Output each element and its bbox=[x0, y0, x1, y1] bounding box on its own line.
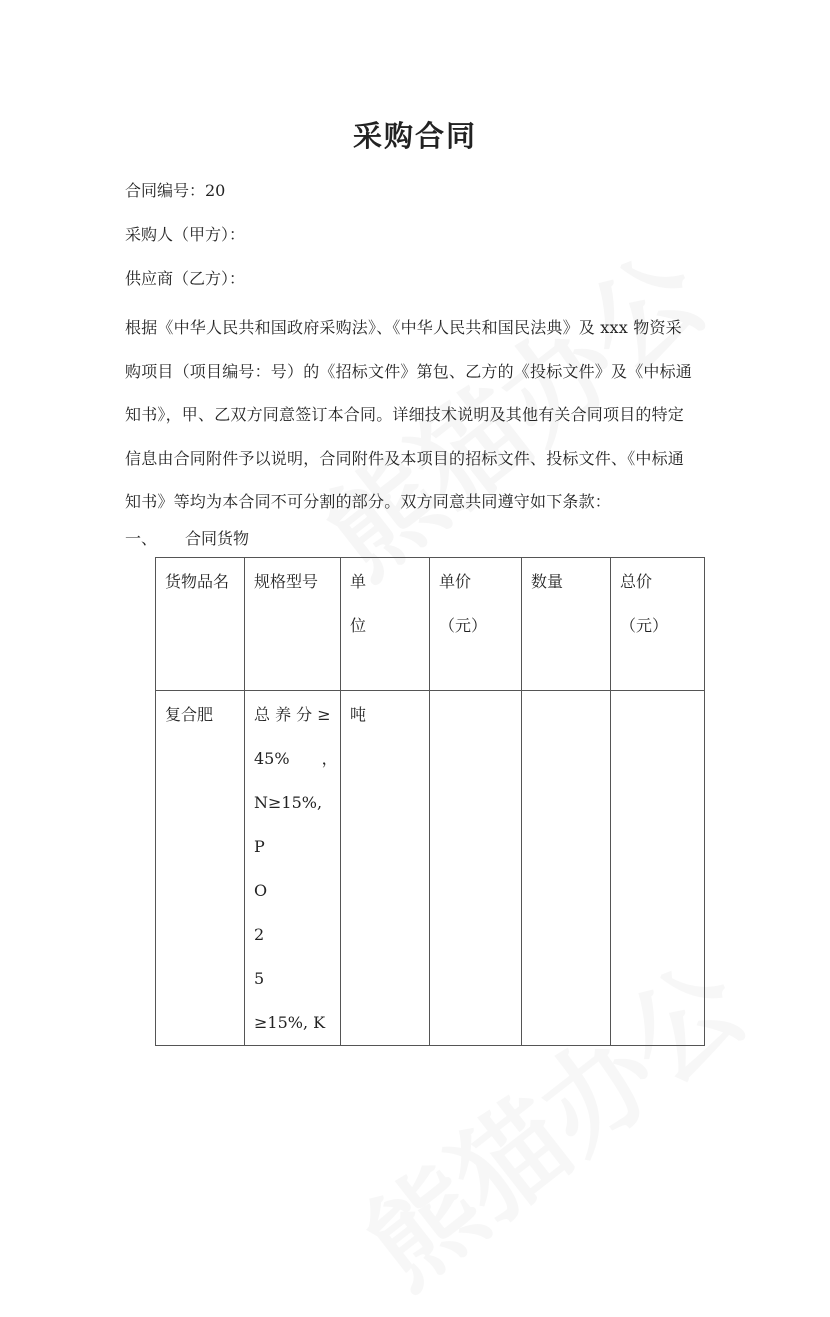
section-title: 合同货物 bbox=[185, 529, 250, 548]
quantity-cell bbox=[522, 691, 611, 1046]
intro-line: 根据《中华人民共和国政府采购法》、《中华人民共和国民法典》及 xxx 物资采 bbox=[125, 318, 682, 337]
section-number: 一、 bbox=[125, 529, 158, 548]
header-cell: 总价 （元） bbox=[611, 558, 705, 691]
intro-line: 知书》等均为本合同不可分割的部分。双方同意共同遵守如下条款： bbox=[125, 492, 612, 511]
unit-cell: 吨 bbox=[341, 691, 430, 1046]
total-price-cell bbox=[611, 691, 705, 1046]
intro-paragraph bbox=[125, 306, 715, 524]
goods-table bbox=[155, 557, 705, 1046]
table-header-row bbox=[156, 558, 705, 691]
buyer-line: 采购人（甲方）： bbox=[125, 225, 246, 244]
unit-price-cell bbox=[430, 691, 522, 1046]
supplier-line: 供应商（乙方）： bbox=[125, 269, 246, 288]
intro-line: 信息由合同附件予以说明，合同附件及本项目的招标文件、投标文件、《中标通 bbox=[125, 448, 685, 468]
header-cell: 单价 （元） bbox=[430, 558, 522, 691]
section-heading bbox=[125, 526, 249, 549]
header-cell: 货物品名 bbox=[156, 558, 245, 691]
header-cell: 数量 bbox=[522, 558, 611, 691]
intro-line: 知书》，甲、乙双方同意签订本合同。详细技术说明及其他有关合同项目的特定 bbox=[125, 405, 685, 424]
header-cell: 单 位 bbox=[341, 558, 430, 691]
goods-name-cell: 复合肥 bbox=[156, 691, 245, 1046]
table-row bbox=[156, 691, 705, 1046]
contract-number: 合同编号：20 bbox=[125, 181, 226, 200]
spec-cell: 总 养 分 ≥ 45% ， N≥15%, P O 2 5 ≥15%, K bbox=[245, 691, 341, 1046]
document-title: 采购合同 bbox=[352, 119, 477, 153]
header-cell: 规格型号 bbox=[245, 558, 341, 691]
intro-line: 购项目（项目编号：号）的《招标文件》第包、乙方的《投标文件》及《中标通 bbox=[125, 361, 693, 381]
